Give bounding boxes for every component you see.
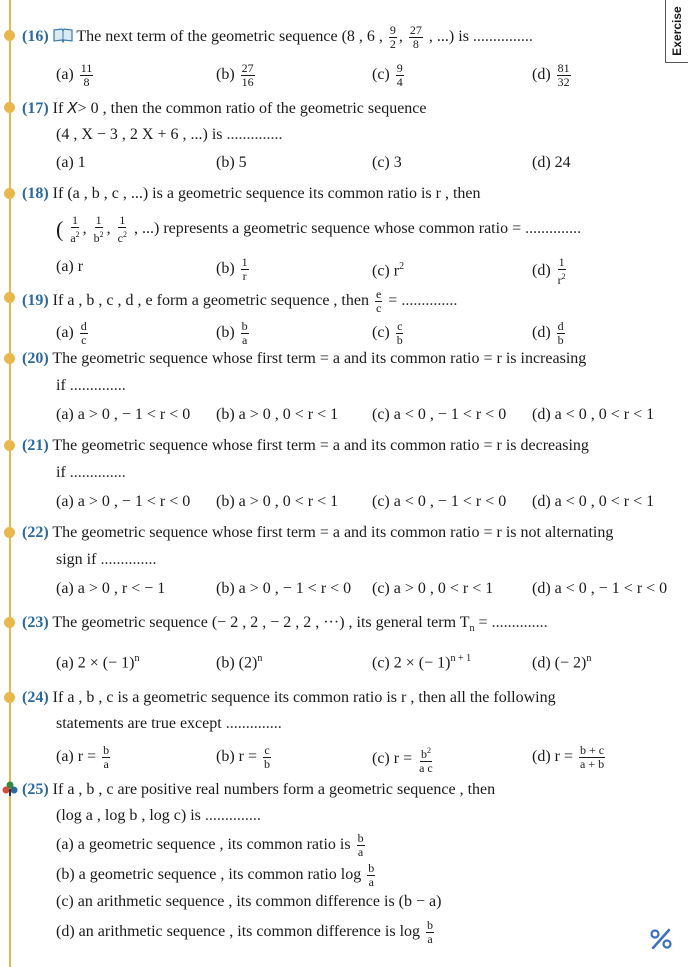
option-b[interactable]: (b) $\frac{27}{16}$ xyxy=(216,61,254,89)
option-b[interactable]: (b) $(2)^n$ xyxy=(216,653,263,672)
option-d[interactable]: (d) 24 xyxy=(532,154,571,171)
bullet-dot xyxy=(4,527,15,538)
option-b[interactable]: (b) r = $\frac{c}{b}$ xyxy=(216,743,271,771)
option-c[interactable]: (c) 3 xyxy=(372,154,402,171)
margin-rule xyxy=(9,0,11,967)
option-c[interactable]: (c) $\frac{9}{4}$ xyxy=(372,61,403,89)
bullet-dot xyxy=(4,188,15,199)
answer-blank: .............. xyxy=(401,292,458,310)
option-a[interactable]: (a) r xyxy=(56,258,84,275)
option-c[interactable]: (c) 2 × (− 1)$^{n + 1}$ xyxy=(372,653,472,672)
question-number: (16) xyxy=(22,28,49,46)
option-b[interactable]: (b) $\frac{1}{r}$ xyxy=(216,255,248,283)
option-c[interactable]: (c) $r^2$ xyxy=(372,261,405,280)
option-d[interactable]: (d) a < 0 , − 1 < r < 0 xyxy=(532,580,668,597)
bullet-dot xyxy=(4,292,15,303)
answer-blank: .............. xyxy=(204,807,261,824)
bullet-dot xyxy=(4,617,15,628)
option-b[interactable]: (b) a > 0 , 0 < r < 1 xyxy=(216,493,339,510)
option-d[interactable]: (d) $\frac{1}{r^2}$ xyxy=(532,255,566,287)
option-c[interactable]: (c) r = $\frac{b^2}{\text{a c}}$ xyxy=(372,746,433,775)
option-a[interactable]: (a) 2 × (− 1)$^n$ xyxy=(56,653,140,672)
bullet-dot xyxy=(4,353,15,364)
answer-blank: .............. xyxy=(225,715,282,732)
exercise-tab xyxy=(665,0,688,63)
option-b[interactable]: (b) $\frac{b}{a}$ xyxy=(216,319,248,347)
option-b[interactable]: (b) a geometric sequence , its common ratio log $\frac{b}{a}$ xyxy=(56,861,375,889)
option-c[interactable]: (c) $\frac{c}{b}$ xyxy=(372,319,403,347)
option-a[interactable]: (a) $\frac{d}{c}$ xyxy=(56,319,87,347)
option-d[interactable]: (d) $\frac{d}{b}$ xyxy=(532,319,564,347)
option-a[interactable]: (a) r = $\frac{b}{a}$ xyxy=(56,743,110,771)
answer-blank: ............... xyxy=(472,28,533,46)
option-d[interactable]: (d) $\frac{81}{32}$ xyxy=(532,61,570,89)
option-d[interactable]: (d) an arithmetic sequence , its common difference is log $\frac{b}{a}$ xyxy=(56,918,434,946)
option-c[interactable]: (c) a < 0 , − 1 < r < 0 xyxy=(372,493,507,510)
option-d[interactable]: (d) (− 2)$^n$ xyxy=(532,653,592,672)
option-d[interactable]: (d) r = $\frac{b + c}{a + b}$ xyxy=(532,743,605,771)
option-a[interactable]: (a) a > 0 , r < − 1 xyxy=(56,580,166,597)
club-icon xyxy=(1,780,19,803)
answer-blank: .............. xyxy=(525,220,582,238)
percent-icon xyxy=(648,926,674,957)
book-icon xyxy=(53,27,73,49)
bullet-dot xyxy=(4,692,15,703)
answer-blank: .............. xyxy=(69,377,126,394)
exercise-tab-label: Exercise xyxy=(670,6,684,56)
option-a[interactable]: (a) 1 xyxy=(56,154,86,171)
bullet-dot xyxy=(4,102,15,113)
option-c[interactable]: (c) an arithmetic sequence , its common difference is (b − a) xyxy=(56,893,442,910)
option-a[interactable]: (a) a > 0 , − 1 < r < 0 xyxy=(56,406,191,423)
option-a[interactable]: (a) $\frac{11}{8}$ xyxy=(56,61,93,89)
option-b[interactable]: (b) 5 xyxy=(216,154,247,171)
option-d[interactable]: (d) a < 0 , 0 < r < 1 xyxy=(532,493,655,510)
answer-blank: .............. xyxy=(69,464,126,481)
option-b[interactable]: (b) a > 0 , − 1 < r < 0 xyxy=(216,580,352,597)
bullet-dot xyxy=(4,30,15,41)
answer-blank: .............. xyxy=(491,614,548,631)
option-b[interactable]: (b) a > 0 , 0 < r < 1 xyxy=(216,406,339,423)
option-c[interactable]: (c) a < 0 , − 1 < r < 0 xyxy=(372,406,507,423)
option-a[interactable]: (a) a geometric sequence , its common ratio is $\frac{b}{a}$ xyxy=(56,831,364,859)
answer-blank: .............. xyxy=(226,126,283,143)
answer-blank: .............. xyxy=(100,551,157,568)
option-d[interactable]: (d) a < 0 , 0 < r < 1 xyxy=(532,406,655,423)
option-a[interactable]: (a) a > 0 , − 1 < r < 0 xyxy=(56,493,191,510)
option-c[interactable]: (c) a > 0 , 0 < r < 1 xyxy=(372,580,494,597)
bullet-dot xyxy=(4,440,15,451)
